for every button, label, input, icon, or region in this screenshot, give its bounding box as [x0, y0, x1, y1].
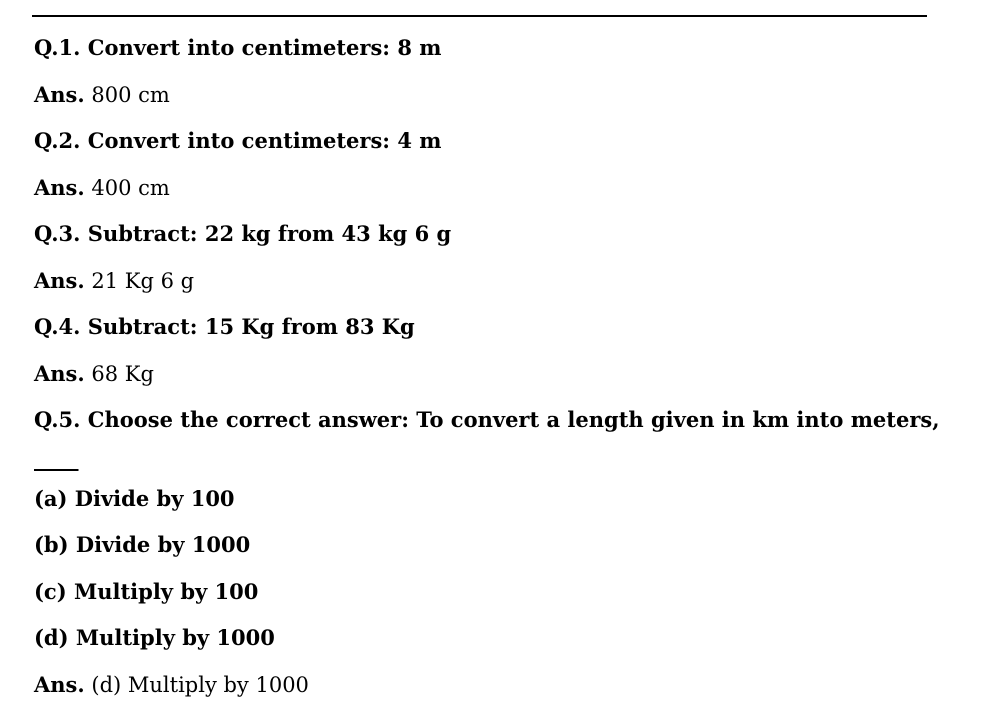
- answer-blank: _____: [34, 449, 77, 469]
- top-divider: [32, 15, 927, 17]
- answer-label: Ans.: [34, 82, 85, 107]
- option-d: (d) Multiply by 1000: [34, 620, 934, 667]
- question-5: Q.5. Choose the correct answer: To convert a length given in km into meters,: [34, 402, 934, 449]
- question-2: Q.2. Convert into centimeters: 4 m: [34, 123, 934, 170]
- question-4: Q.4. Subtract: 15 Kg from 83 Kg: [34, 309, 934, 356]
- answer-label: Ans.: [34, 175, 85, 200]
- option-a: (a) Divide by 100: [34, 481, 934, 528]
- answer-1: [34, 77, 934, 124]
- answer-label: Ans.: [34, 672, 85, 697]
- answer-2: [34, 170, 934, 217]
- answer-label: Ans.: [34, 268, 85, 293]
- option-c: (c) Multiply by 100: [34, 574, 934, 621]
- question-3: Q.3. Subtract: 22 kg from 43 kg 6 g: [34, 216, 934, 263]
- answer-value: 400 cm: [91, 176, 169, 200]
- worksheet-content: [34, 30, 934, 713]
- answer-value: 68 Kg: [91, 362, 154, 386]
- option-b: (b) Divide by 1000: [34, 527, 934, 574]
- answer-3: [34, 263, 934, 310]
- answer-value: 21 Kg 6 g: [91, 269, 194, 293]
- question-1: Q.1. Convert into centimeters: 8 m: [34, 30, 934, 77]
- answer-value: (d) Multiply by 1000: [91, 673, 309, 697]
- answer-5: [34, 667, 934, 713]
- answer-blank-row: [34, 449, 934, 481]
- answer-label: Ans.: [34, 361, 85, 386]
- answer-value: 800 cm: [91, 83, 169, 107]
- answer-4: [34, 356, 934, 403]
